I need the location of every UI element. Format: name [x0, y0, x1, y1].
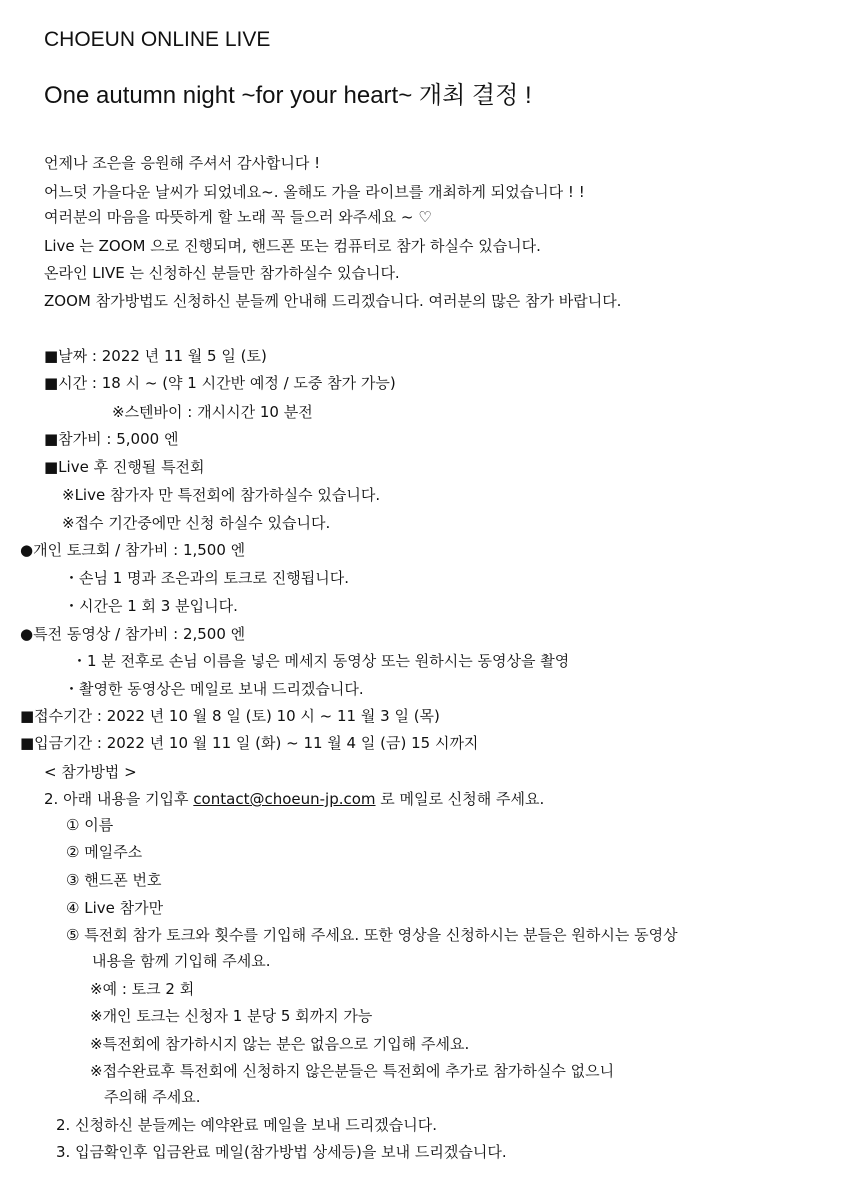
how-step: 2. 신청하신 분들께는 예약완료 메일을 보내 드리겠습니다. — [56, 1116, 437, 1134]
form-item: ① 이름 — [66, 816, 114, 834]
how-heading: < 참가방법 > — [44, 763, 137, 781]
talk-bullet: ・손님 1 명과 조은과의 토크로 진행됩니다. — [64, 569, 349, 587]
step-text: 로 메일로 신청해 주세요. — [375, 790, 545, 808]
form-note: ※개인 토크는 신청자 1 분당 5 회까지 가능 — [90, 1007, 373, 1025]
event-note: ※Live 참가자 만 특전회에 참가하실수 있습니다. — [62, 486, 381, 504]
reception-period: ■접수기간 : 2022 년 10 월 8 일 (토) 10 시 ~ 11 월 3 일 (목) — [20, 707, 440, 725]
intro-line: 언제나 조은을 응원해 주셔서 감사합니다 ! — [44, 154, 321, 172]
form-item: ② 메일주소 — [66, 843, 143, 861]
video-bullet: ・1 분 전후로 손님 이름을 넣은 메세지 동영상 또는 원하시는 동영상을 촬영 — [72, 652, 570, 670]
talk-bullet: ・시간은 1 회 3 분입니다. — [64, 597, 238, 615]
video-session: ●특전 동영상 / 참가비 : 2,500 엔 — [20, 625, 246, 643]
how-step: 3. 입금확인후 입금완료 메일(참가방법 상세등)을 보내 드리겠습니다. — [56, 1143, 507, 1161]
intro-line: 어느덧 가을다운 날씨가 되었네요~. 올해도 가을 라이브를 개최하게 되었습니다 ! ! — [44, 183, 585, 201]
intro-line: ZOOM 참가방법도 신청하신 분들께 안내해 드리겠습니다. 여러분의 많은 참가 바랍니다. — [44, 292, 622, 310]
form-note: ※특전회에 참가하시지 않는 분은 없음으로 기입해 주세요. — [90, 1035, 470, 1053]
event-fee: ■참가비 : 5,000 엔 — [44, 430, 179, 448]
intro-line: 온라인 LIVE 는 신청하신 분들만 참가하실수 있습니다. — [44, 264, 400, 282]
event-time: ■시간 : 18 시 ~ (약 1 시간반 예정 / 도중 참가 가능) — [44, 374, 396, 392]
event-date: ■날짜 : 2022 년 11 월 5 일 (토) — [44, 347, 267, 365]
page-subtitle: One autumn night ~for your heart~ 개최 결정 ! — [44, 82, 532, 109]
form-item: ④ Live 참가만 — [66, 899, 164, 917]
intro-line: Live 는 ZOOM 으로 진행되며, 핸드폰 또는 컴퓨터로 참가 하실수 있습니다. — [44, 237, 541, 255]
form-note: ※예 : 토크 2 회 — [90, 980, 195, 998]
step-text: 2. 아래 내용을 기입후 — [44, 790, 194, 808]
event-note: ※접수 기간중에만 신청 하실수 있습니다. — [62, 514, 331, 532]
contact-email-link[interactable]: contact@choeun-jp.com — [193, 790, 376, 808]
payment-period: ■입금기간 : 2022 년 10 월 11 일 (화) ~ 11 월 4 일 (금) 15 시까지 — [20, 734, 479, 752]
standby-note: ※스텐바이 : 개시시간 10 분전 — [112, 403, 313, 421]
form-item-cont: 내용을 함께 기입해 주세요. — [92, 952, 271, 970]
intro-line: 여러분의 마음을 따뜻하게 할 노래 꼭 들으러 와주세요 ~ ♡ — [44, 208, 432, 226]
form-item: ③ 핸드폰 번호 — [66, 871, 162, 889]
page-title: CHOEUN ONLINE LIVE — [44, 28, 271, 51]
form-note-cont: 주의해 주세요. — [104, 1088, 201, 1106]
talk-session: ●개인 토크회 / 참가비 : 1,500 엔 — [20, 541, 246, 559]
form-note: ※접수완료후 특전회에 신청하지 않은분들은 특전회에 추가로 참가하실수 없으니 — [90, 1062, 615, 1080]
video-bullet: ・촬영한 동영상은 메일로 보내 드리겠습니다. — [64, 680, 364, 698]
how-step — [44, 789, 544, 809]
post-live-event: ■Live 후 진행될 특전회 — [44, 458, 205, 476]
form-item: ⑤ 특전회 참가 토크와 횟수를 기입해 주세요. 또한 영상을 신청하시는 분들은 원하시는 동영상 — [66, 926, 678, 944]
